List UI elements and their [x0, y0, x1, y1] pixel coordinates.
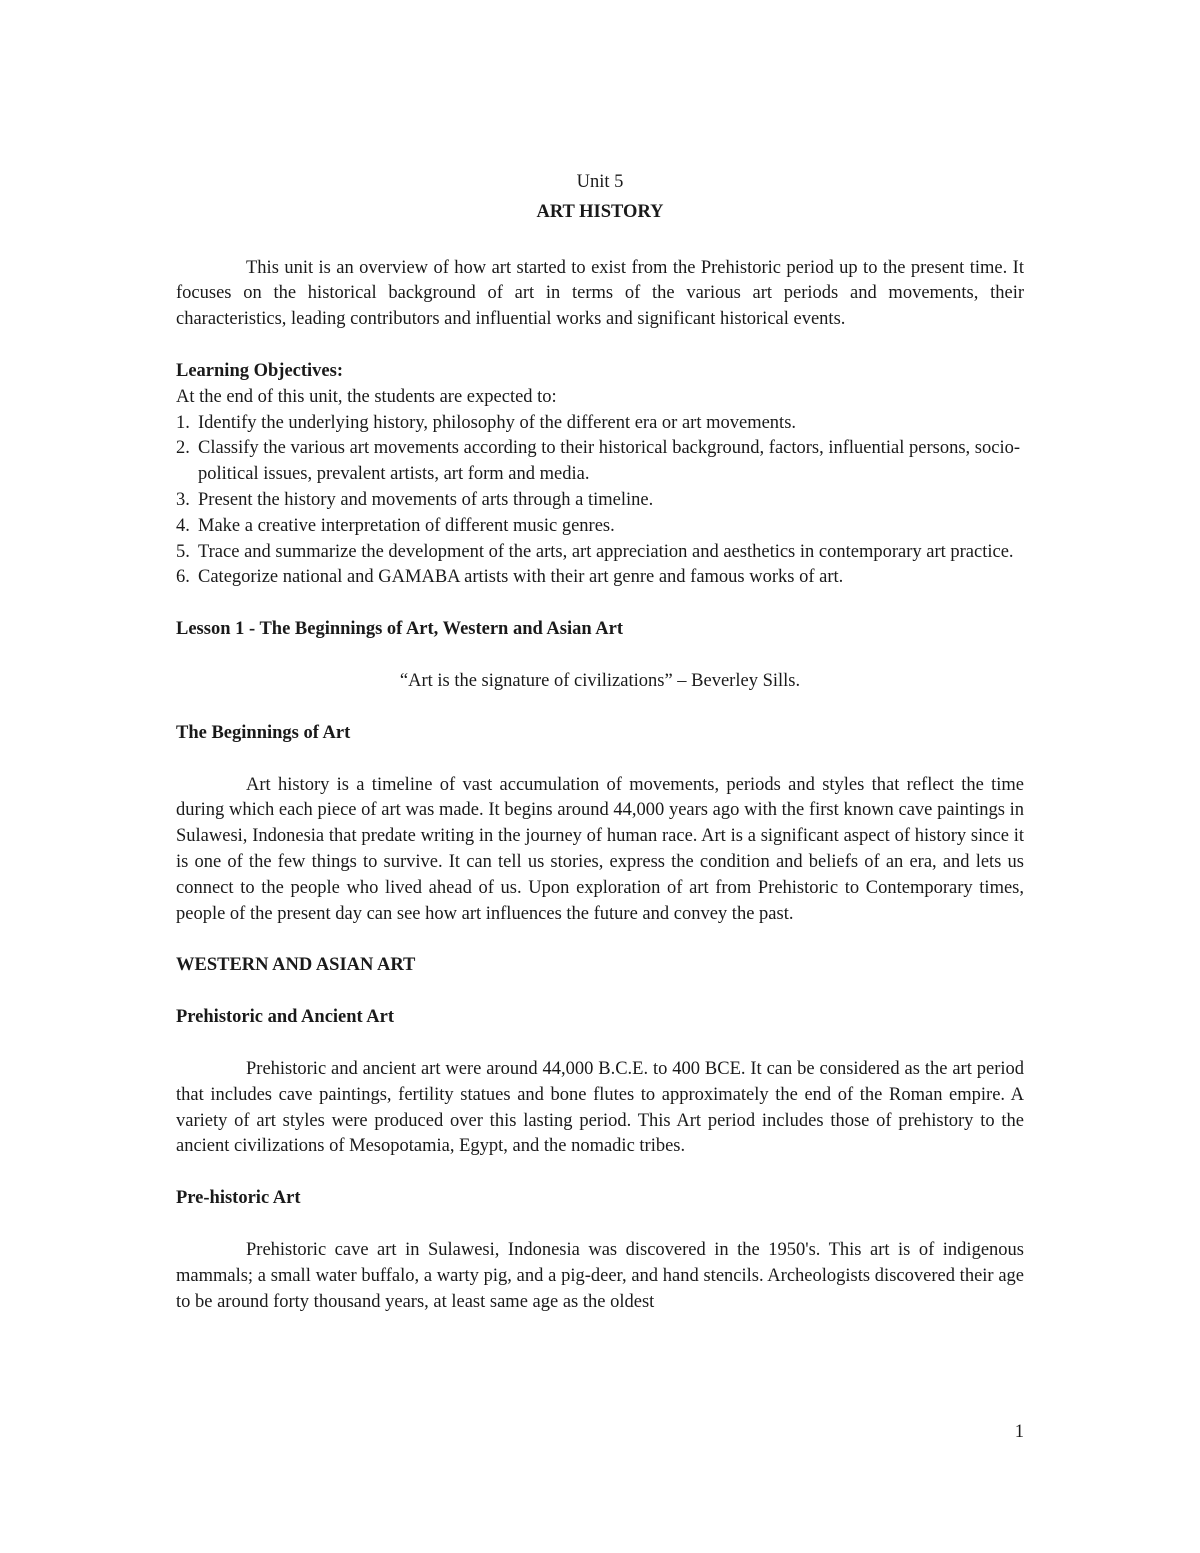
page-number: 1	[1014, 1422, 1024, 1442]
western-asian-heading: WESTERN AND ASIAN ART	[176, 955, 416, 976]
objectives-heading: Learning Objectives:	[176, 360, 343, 381]
objective-item	[176, 488, 1024, 514]
prehistoric-paragraph: Prehistoric cave art in Sulawesi, Indonesia was discovered in the 1950's. This art is of indigenous mammals; a small water buffalo, a warty pig, and a pig-deer, and hand stencils. Archeologists discovered their age to be around forty thousand years, at least same age as the oldest	[176, 1239, 1024, 1312]
objective-text: Identify the underlying history, philosophy of the different era or art movements.	[198, 412, 797, 433]
objective-item	[176, 565, 1024, 591]
prehistoric-heading: Pre-historic Art	[176, 1188, 301, 1209]
prehistoric-ancient-paragraph: Prehistoric and ancient art were around 44,000 B.C.E. to 400 BCE. It can be considered as the art period that includes cave paintings, fertility statues and bone flutes to approximately the end of the Roman empire. A variety of art styles were produced over this lasting period. This Art period includes those of prehistory to the ancient civilizations of Mesopotamia, Egypt, and the nomadic tribes.	[176, 1058, 1024, 1157]
page-title: ART HISTORY	[536, 201, 664, 222]
objective-text: Make a creative interpretation of different music genres.	[198, 515, 615, 536]
objective-number: 3.	[176, 489, 190, 510]
objectives-list	[176, 411, 1024, 592]
objective-number: 5.	[176, 541, 190, 562]
objective-text: Present the history and movements of arts through a timeline.	[198, 489, 654, 510]
objective-text: Classify the various art movements according to their historical background, factors, influential persons, socio-political issues, prevalent artists, art form and media.	[198, 438, 1021, 485]
page-content	[176, 170, 1024, 1315]
beginnings-paragraph: Art history is a timeline of vast accumulation of movements, periods and styles that reflect the time during which each piece of art was made. It begins around 44,000 years ago with the first known cave paintings in Sulawesi, Indonesia that predate writing in the journey of human race. Art is a significant aspect of history since it is one of the few things to survive. It can tell us stories, express the condition and beliefs of an era, and lets us connect to the people who lived ahead of us. Upon exploration of art from Prehistoric to Contemporary times, people of the present day can see how art influences the future and convey the past.	[176, 774, 1024, 924]
objective-text: Categorize national and GAMABA artists with their art genre and famous works of art.	[198, 567, 844, 588]
unit-label: Unit 5	[576, 172, 624, 192]
lesson-title: Lesson 1 - The Beginnings of Art, Western and Asian Art	[176, 619, 623, 640]
prehistoric-ancient-heading: Prehistoric and Ancient Art	[176, 1007, 395, 1028]
objective-number: 4.	[176, 515, 190, 536]
objective-text: Trace and summarize the development of the arts, art appreciation and aesthetics in contemporary art practice.	[198, 541, 1014, 562]
objective-item	[176, 411, 1024, 437]
objective-item	[176, 514, 1024, 540]
lesson-quote: “Art is the signature of civilizations” – Beverley Sills.	[399, 670, 801, 691]
objective-number: 6.	[176, 567, 190, 588]
objective-item	[176, 540, 1024, 566]
objective-item	[176, 436, 1024, 488]
intro-paragraph: This unit is an overview of how art started to exist from the Prehistoric period up to the present time. It focuses on the historical background of art in terms of the various art periods and movements, their characteristics, leading contributors and influential works and significant historical events.	[176, 257, 1024, 330]
beginnings-heading: The Beginnings of Art	[176, 722, 351, 743]
objectives-lead: At the end of this unit, the students are expected to:	[176, 386, 557, 407]
objective-number: 2.	[176, 438, 190, 459]
objective-number: 1.	[176, 412, 190, 433]
